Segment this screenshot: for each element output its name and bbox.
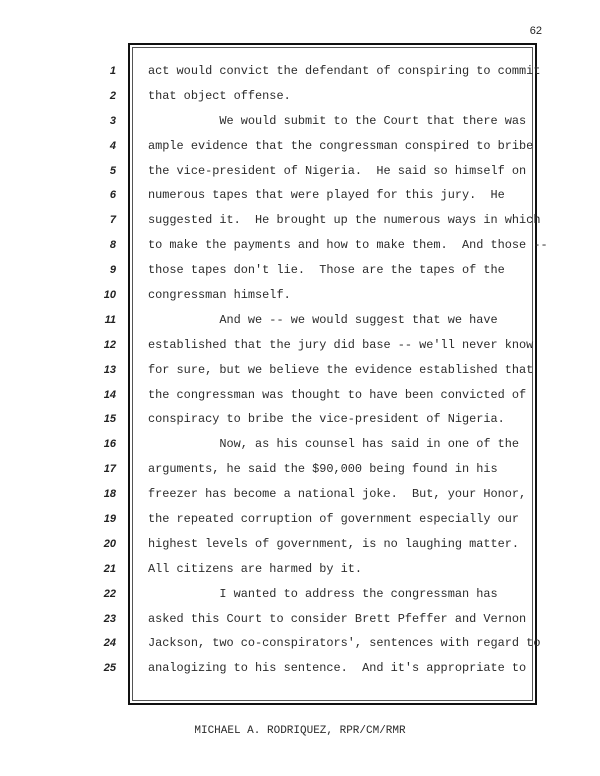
transcript-text	[148, 59, 548, 681]
transcript-line: established that the jury did base -- we'll never know	[148, 337, 534, 352]
transcript-line: act would convict the defendant of conspiring to commit	[148, 64, 541, 78]
transcript-line: Jackson, two co-conspirators', sentences with regard to	[148, 636, 541, 651]
transcript-line: highest levels of government, is no laughing matter.	[148, 536, 520, 551]
line-number: 10	[103, 289, 116, 302]
line-number: 25	[103, 662, 116, 675]
transcript-line: that object offense.	[148, 88, 291, 103]
transcript-line: I wanted to address the congressman has	[148, 586, 498, 601]
transcript-line: the congressman was thought to have been convicted of	[148, 387, 527, 402]
line-number: 8	[109, 239, 116, 252]
line-number: 18	[103, 488, 116, 501]
line-number: 12	[103, 338, 116, 351]
line-number: 23	[103, 612, 116, 625]
transcript-line: the vice-president of Nigeria. He said so himself on	[148, 163, 527, 178]
line-number: 5	[109, 164, 116, 177]
transcript-line: analogizing to his sentence. And it's appropriate to	[148, 661, 527, 676]
line-number: 15	[103, 413, 116, 426]
transcript-line: numerous tapes that were played for this jury. He	[148, 188, 505, 203]
line-number: 13	[103, 363, 116, 376]
transcript-line: suggested it. He brought up the numerous ways in which	[148, 213, 541, 228]
transcript-line: the repeated corruption of government especially our	[148, 512, 520, 527]
line-number: 17	[103, 463, 116, 476]
transcript-line: freezer has become a national joke. But, your Honor,	[148, 487, 527, 502]
line-number: 3	[109, 114, 116, 127]
transcript-line: All citizens are harmed by it.	[148, 561, 363, 576]
line-number: 19	[103, 513, 116, 526]
line-number: 14	[103, 388, 116, 401]
line-number: 16	[103, 438, 116, 451]
line-number: 21	[103, 562, 116, 575]
line-number: 24	[103, 637, 116, 650]
transcript-line: And we -- we would suggest that we have	[148, 312, 498, 327]
line-number: 22	[103, 587, 116, 600]
transcript-line: We would submit to the Court that there was	[148, 113, 527, 128]
transcript-line: for sure, but we believe the evidence established that	[148, 362, 534, 377]
line-number: 6	[109, 189, 116, 202]
transcript-line: conspiracy to bribe the vice-president of Nigeria.	[148, 412, 505, 427]
line-number: 9	[109, 264, 116, 277]
transcript-line: arguments, he said the $90,000 being found in his	[148, 462, 498, 477]
line-number: 20	[103, 537, 116, 550]
line-number: 7	[109, 214, 116, 227]
transcript-line: asked this Court to consider Brett Pfeffer and Vernon	[148, 611, 527, 626]
transcript-line: Now, as his counsel has said in one of the	[148, 437, 520, 452]
reporter-footer: MICHAEL A. RODRIQUEZ, RPR/CM/RMR	[194, 725, 406, 737]
transcript-line: congressman himself.	[148, 288, 291, 303]
line-number-column	[88, 59, 116, 681]
transcript-line: to make the payments and how to make them. And those --	[148, 238, 548, 253]
transcript-line: ample evidence that the congressman conspired to bribe	[148, 138, 534, 153]
page-number: 62	[529, 25, 542, 37]
line-number: 11	[104, 313, 116, 326]
line-number: 1	[109, 65, 116, 77]
line-number: 4	[109, 139, 116, 152]
line-number: 2	[109, 89, 116, 102]
transcript-line: those tapes don't lie. Those are the tapes of the	[148, 263, 505, 278]
